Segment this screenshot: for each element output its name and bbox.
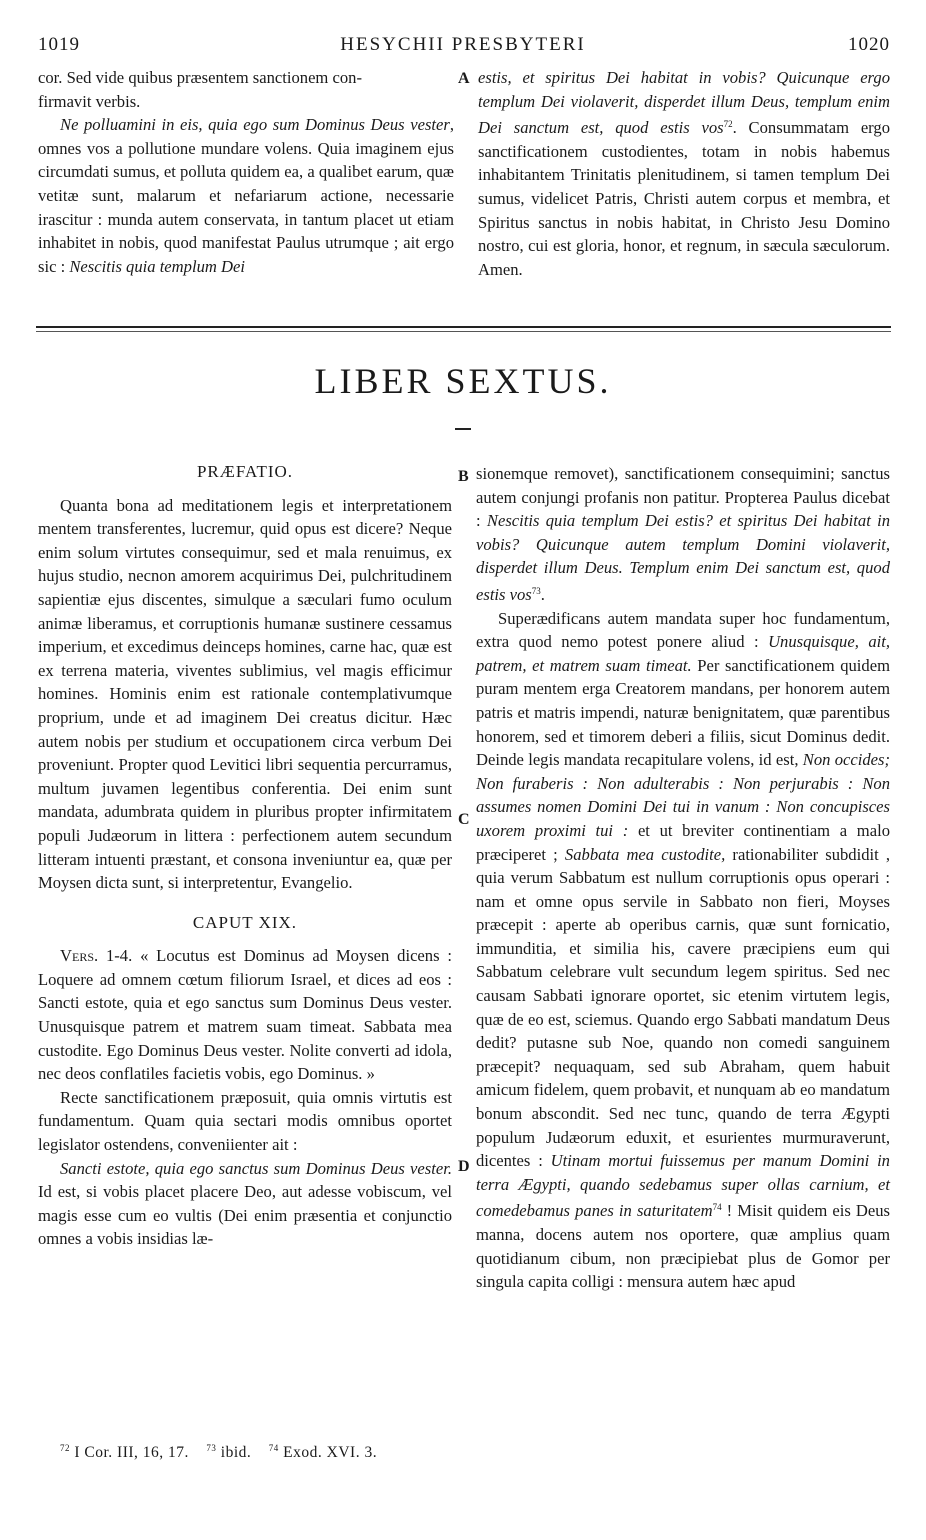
- book-title: LIBER SEXTUS.: [314, 361, 612, 401]
- text-line: cor. Sed vide quibus præsentem sanctionem con-: [38, 68, 362, 87]
- paragraph: [38, 1157, 452, 1251]
- paragraph: [478, 66, 890, 281]
- scripture-quote: Ne polluamini in eis, quia ego sum Dominus Deus: [60, 115, 405, 135]
- footnote-text: ibid.: [220, 1444, 252, 1461]
- bottom-left-column: [38, 460, 452, 1251]
- text-run: Id est, si vobis placet placere Deo, aut adesse vobiscum, vel magis esse cum eo vultis (Dei enim præsentia et conjunctio omnes a vobis insidias læ-: [38, 1182, 452, 1249]
- margin-letter-c: C: [458, 811, 470, 828]
- scripture-quote: Nescitis quia templum Dei: [69, 256, 245, 276]
- footnote-number: 73: [206, 1443, 217, 1453]
- page-number-right: 1020: [848, 34, 890, 55]
- text-run: Superædificans autem mandata super hoc fundamentum, extra quod nemo potest ponere aliud :: [476, 608, 890, 652]
- text-run: et ut breviter continentiam a malo præciperet ;: [476, 820, 890, 864]
- scripture-quote: Non occides; Non furaberis : Non adulterabis : Non perjurabis : Non assumes nomen Domini Dei tui in vanum : Non concupisces uxorem proximi tui :: [476, 750, 890, 840]
- verse-label: Vers. 1-4.: [60, 946, 133, 966]
- section-rule: [36, 326, 891, 328]
- paragraph: [38, 113, 454, 278]
- top-left-column: [38, 66, 454, 278]
- margin-letter-d: D: [458, 1158, 470, 1175]
- footnote-ref: 72: [723, 119, 733, 130]
- footnote-text: Exod. XVI. 3.: [283, 1444, 378, 1461]
- footnote-ref: 73: [531, 585, 541, 596]
- footnote-number: 72: [60, 1443, 70, 1453]
- footnote-text: I Cor. III, 16, 17.: [74, 1444, 189, 1461]
- text-run: rationabiliter subdidit , quia verum Sabbatum est nullum corruptionis opus operari : nam et omne opus servile in Sabbato non fieri, Moyses præcepit : aperte ab operibus carnis, quæ sunt fornicatio, immunditia, et similia his, cavere præcipiens eum qui Sabbatum celebrare vult secundum legem spiritus. Sed nec causam Sabbati ignorare oportet, sic etenim virtutem legis, quæ de eo est, sciemus. Quando ergo Sabbati mandatum Deus dedit? putasne sub Noe, quando non comedi sanguinem præcepit? nequaquam, sed sub Abraham, quem habuit amicum fidelem, quem probavit, et nunquam ab eo mandatum bonum abscondit. Sed nec tunc, quando de terra Ægypti populum Judæorum eduxit, et esurientes murmuraverunt, dicentes :: [476, 844, 891, 1171]
- footnotes: [60, 1443, 377, 1462]
- verse-paragraph: [38, 944, 452, 1086]
- scripture-quote: Nescitis quia templum Dei estis? et spiritus Dei habitat in vobis? Quicunque autem templum Domini violaverit, disperdet illum Deus. Templum enim Dei sanctum est, quod estis vos: [476, 511, 890, 604]
- scripture-quote: estis, et spiritus Dei habitat in vobis? Quicunque ergo templum Dei violaverit, disperdet illum Deus, templum enim Dei sanctum est, quod estis vos: [478, 68, 890, 138]
- footnote-number: 74: [268, 1443, 279, 1453]
- page-number-left: 1019: [38, 34, 80, 55]
- caput-heading: CAPUT XIX.: [192, 912, 298, 932]
- bottom-right-column: [476, 462, 890, 1294]
- praefatio-text: Quanta bona ad meditationem legis et interpretationem mentem transferentes, lucremur, quid opus est dicere? Neque enim solum virtutes consequimur, sed et mala renuimus, ex hujus studio, necnon amorem acquirimus Dei, pulchritudinem sapientiæ ejus discentes, simulque a sæculari fumo oculum animæ liberamus, et corruptionis humanæ sustinere cessamus imperium, et excedimus deinceps homines, carne hac, quæ est ex terrena materia, viventes sublimius, vel magis efficimur homines. Hominis enim est rationale contemplativumque proprium, unde et ad imaginem Dei creatus dicitur. Hæc autem nobis per studium et occupationem circa verbum Dei proveniunt. Propter quod Levitici libri sequentia percurramus, multum juvamen legentibus conferentia. Dei enim sunt mandata, adumbrata quidem in pluribus propter infirmitatem populi Judæorum in littera : perfectionem autem secundum litteram intuenti præstant, et consona inveniuntur ea, quæ per Moysen dicta sunt, si interpretentur, Evangelio.: [38, 495, 452, 893]
- title-dash: [455, 428, 471, 430]
- paragraph: sionemque removet), sanctificationem consequimini; sanctus autem conjungi profanis non patitur. Propterea Paulus dicebat : Nescitis quia templum Dei estis? et spiritus Dei habitat in vobis? Quicunque autem templum Domini violaverit, disperdet illum Deus. Templum enim Dei sanctum est, quod estis vos$^{73}$.: [476, 464, 890, 604]
- text-run: ! Misit quidem eis Deus manna, docens autem nos oportere, quæ amplius quam quotidianum cibum, non præcipiebat plus de Gomor per singula capita colligi : mensura autem hæc apud: [476, 1201, 890, 1292]
- scripture-quote: Sancti estote, quia ego sanctus sum Dominus Deus vester.: [60, 1158, 452, 1178]
- scripture-quote: Sabbata mea custodite,: [564, 844, 726, 864]
- running-head: HESYCHII PRESBYTERI: [340, 34, 586, 55]
- scripture-quote: Utinam mortui fuissemus per manum Domini in terra Ægypti, quando sedebamus super ollas carnium, et comedebamus panes in saturitatem: [476, 1151, 890, 1221]
- margin-letter-a: A: [458, 70, 470, 87]
- footnote-ref: 74: [712, 1202, 722, 1213]
- text-run: sionemque removet), sanctificationem consequimini; sanctus autem conjungi profanis non patitur. Propterea Paulus dicebat :: [476, 464, 890, 531]
- margin-letter-b: B: [458, 468, 469, 485]
- paragraph: [476, 607, 890, 1294]
- text-run: , omnes vos a pollutione mundare volens.: [38, 115, 454, 158]
- top-right-column: [478, 66, 890, 281]
- praefatio-heading: PRÆFATIO.: [196, 462, 294, 481]
- text-run: . Consummatam ergo sanctificationem custodientes, totam in nobis habemus inhabitantem Trinitatis plenitudinem, si tamen templum Dei sumus, videlicet Patris, Christi autem corpus et membra, et Spiritus sanctus in nobis habitat, in Christo Jesu Domino nostro, cui est gloria, honor, et regnum, in sæcula sæculorum. Amen.: [478, 118, 890, 279]
- scripture-quote: vester: [410, 115, 450, 135]
- text-run: Per sanctificationem quidem puram mentem erga Creatorem mandans, per honorem autem patris et matris impendi, naturæ benignitatem, quæ parentibus honorem, sed et timorem deberi a filiis, sicut Dominus dedit. Deinde legis mandata recapitulare volens, id est,: [476, 655, 890, 770]
- scripture-quote: Unusquisque, ait, patrem, et matrem suam timeat.: [476, 632, 890, 675]
- paragraph: Recte sanctificationem præposuit, quia omnis virtutis est fundamentum. Quam quia sectari modis omnibus oportet legislator ostendens, conveniienter ait :: [38, 1087, 452, 1155]
- text-run: Quia imaginem ejus circumdati sumus, et polluta quidem ea, a qualibet earum, quæ vetitæ sunt, malarum et nefariarum actione, necessarie irascitur : munda autem conservata, in tantum placet ut etiam inhabitet in nobis, quod manifestat Paulus utrumque ; ait ergo sic :: [38, 138, 454, 276]
- text-line: firmavit verbis.: [38, 91, 141, 111]
- section-rule-thin: [36, 331, 891, 332]
- verse-text: « Locutus est Dominus ad Moysen dicens : Loquere ad omnem cœtum filiorum Israel, et dices ad eos : Sancti estote, quia et ego sanctus sum Dominus Deus vester. Unusquisque patrem et matrem suam timeat. Sabbata mea custodite. Ego Dominus Deus vester. Nolite converti ad idola, nec deos conflatiles facietis vobis, ego Dominus. »: [38, 946, 452, 1084]
